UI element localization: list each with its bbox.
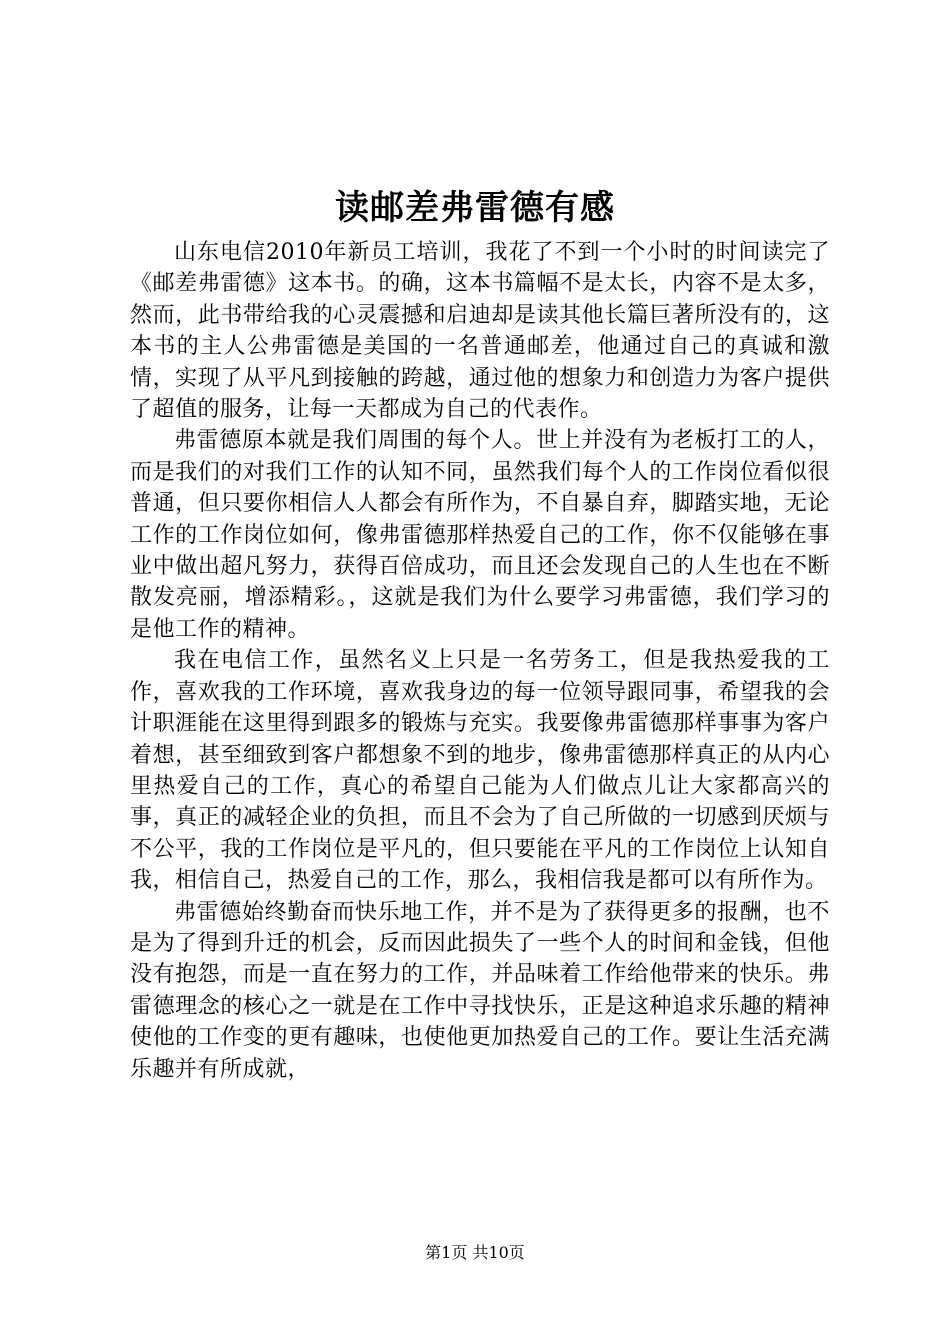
paragraph: 弗雷德原本就是我们周围的每个人。世上并没有为老板打工的人，而是我们的对我们工作的认知不同，虽然我们每个人的工作岗位看似很普通，但只要你相信人人都会有所作为，不自暴自弃，脚踏实地，无论工作的工作岗位如何，像弗雷德那样热爱自己的工作，你不仅能够在事业中做出超凡努力，获得百倍成功，而且还会发现自己的人生也在不断散发亮丽，增添精彩。，这就是我们为什么要学习弗雷德，我们学习的是他工作的精神。 [130, 428, 830, 642]
paragraph: 山东电信2010年新员工培训，我花了不到一个小时的时间读完了《邮差弗雷德》这本书。的确，这本书篇幅不是太长，内容不是太多，然而，此书带给我的心灵震撼和启迪却是读其他长篇巨著所没有的，这本书的主人公弗雷德是美国的一名普通邮差，他通过自己的真诚和激情，实现了从平凡到接触的跨越，通过他的想象力和创造力为客户提供了超值的服务，让每一天都成为自己的代表作。 [130, 240, 830, 423]
page-number-footer: 第1页 共10页 [425, 1243, 525, 1262]
paragraph: 弗雷德始终勤奋而快乐地工作，并不是为了获得更多的报酬，也不是为了得到升迁的机会，反而因此损失了一些个人的时间和金钱，但他没有抱怨，而是一直在努力的工作，并品味着工作给他带来的快乐。弗雷德理念的核心之一就是在工作中寻找快乐，正是这种追求乐趣的精神使他的工作变的更有趣味，也使他更加热爱自己的工作。要让生活充满乐趣并有所成就， [130, 899, 830, 1082]
document-title: 读邮差弗雷德有感 [335, 188, 615, 228]
paragraph: 我在电信工作，虽然名义上只是一名劳务工，但是我热爱我的工作，喜欢我的工作环境，喜欢我身边的每一位领导跟同事，希望我的会计职涯能在这里得到跟多的锻炼与充实。我要像弗雷德那样事事为客户着想，甚至细致到客户都想象不到的地步，像弗雷德那样真正的从内心里热爱自己的工作，真心的希望自己能为人们做点儿让大家都高兴的事，真正的减轻企业的负担，而且不会为了自己所做的一切感到厌烦与不公平，我的工作岗位是平凡的，但只要能在平凡的工作岗位上认知自我，相信自己，热爱自己的工作，那么，我相信我是都可以有所作为。 [130, 648, 830, 894]
document-body [130, 237, 830, 1085]
